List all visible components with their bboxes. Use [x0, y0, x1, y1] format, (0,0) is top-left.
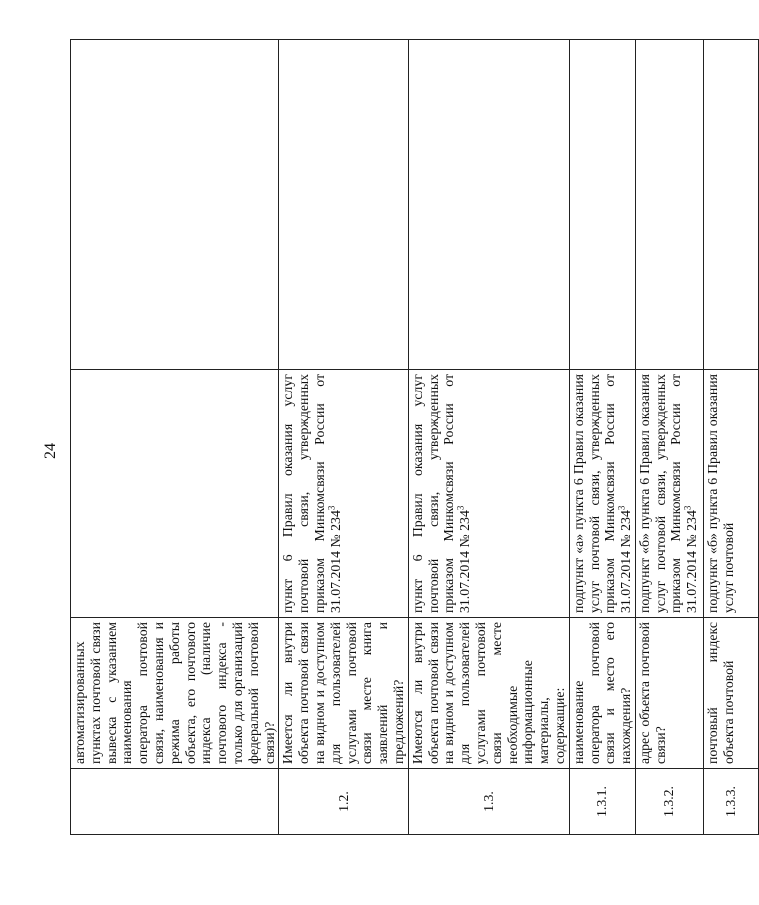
footnote-ref: 3: [455, 505, 466, 511]
row-number: 1.2.: [279, 769, 408, 835]
table-row: [703, 40, 758, 835]
legal-basis-text: подпункт «б» пункта 6 Правил оказания услуг почтовой: [704, 374, 736, 613]
checklist-table: [70, 39, 759, 835]
legal-basis-cell: [635, 370, 703, 618]
question-cell: почтовый индекс объекта почтовой: [703, 618, 758, 769]
legal-basis-cell: [279, 370, 408, 618]
table-row: [408, 40, 569, 835]
answer-cell: [71, 40, 279, 370]
legal-basis-cell: [71, 370, 279, 618]
answer-cell: [635, 40, 703, 370]
answer-cell: [408, 40, 569, 370]
legal-basis-text: пункт 6 Правил оказания услуг почтовой связи, утвержденных приказом Минкомсвязи России от 31.07.2014 № 234: [409, 374, 473, 613]
question-cell: Имеется ли внутри объекта почтовой связи на видном и доступном для пользователей услугами почтовой связи месте книга заявлений и предложений?: [279, 618, 408, 769]
footnote-ref: 3: [682, 505, 693, 511]
answer-cell: [569, 40, 635, 370]
row-number: 1.3.1.: [569, 769, 635, 835]
legal-basis-text: подпункт «б» пункта 6 Правил оказания услуг почтовой связи, утвержденных приказом Минкомсвязи России от 31.07.2014 № 234: [636, 374, 700, 613]
legal-basis-text: пункт 6 Правил оказания услуг почтовой связи, утвержденных приказом Минкомсвязи России от 31.07.2014 № 234: [280, 374, 343, 613]
question-cell: наименование оператора почтовой связи и место его нахождения?: [569, 618, 635, 769]
page-number: 24: [42, 443, 59, 459]
row-number: 1.3.2.: [635, 769, 703, 835]
rotated-page-content: [70, 40, 738, 835]
footnote-ref: 3: [326, 505, 337, 511]
legal-basis-cell: [408, 370, 569, 618]
row-number: 1.3.: [408, 769, 569, 835]
question-cell: Имеются ли внутри объекта почтовой связи на видном и доступном для пользователей услугами почтовой связи месте необходимые информационные материалы, содержащие:: [408, 618, 569, 769]
answer-cell: [703, 40, 758, 370]
question-cell: адрес объекта почтовой связи?: [635, 618, 703, 769]
row-number: 1.3.3.: [703, 769, 758, 835]
table-row: [635, 40, 703, 835]
row-number: [71, 769, 279, 835]
question-cell: автоматизированных пунктах почтовой связи вывеска с указанием наименования оператора почтовой связи, наименования и режима работы объекта, его почтового индекса (наличие почтового индекса - только для организаций федеральной почтовой связи)?: [71, 618, 279, 769]
legal-basis-text: подпункт «а» пункта 6 Правил оказания услуг почтовой связи, утвержденных приказом Минкомсвязи России от 31.07.2014 № 234: [570, 374, 634, 613]
legal-basis-cell: [703, 370, 758, 618]
answer-cell: [279, 40, 408, 370]
footnote-ref: 3: [616, 505, 627, 511]
table-row: [71, 40, 279, 835]
legal-basis-cell: [569, 370, 635, 618]
table-row: [279, 40, 408, 835]
table-row: [569, 40, 635, 835]
